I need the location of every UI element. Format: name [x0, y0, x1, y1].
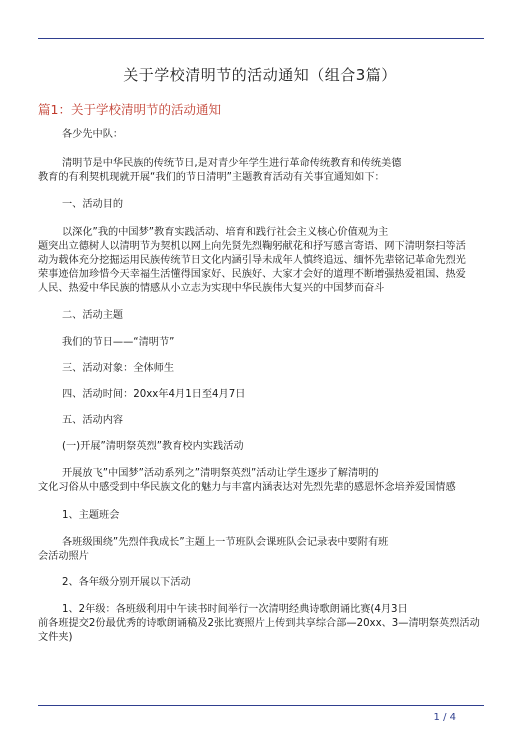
page-number: 1 / 4 — [433, 712, 456, 723]
heading-line: 一、活动目的 — [62, 199, 124, 210]
paragraph-line: 文化习俗从中感受到中华民族文化的魅力与丰富内涵表达对先烈先辈的感恩怀念培养爱国情感 — [38, 482, 456, 493]
paragraph-line: 人民、热爱中华民族的情感从小立志为实现中华民族伟大复兴的中国梦而奋斗 — [38, 283, 385, 294]
heading-line: 五、活动内容 — [62, 415, 124, 426]
paragraph-line: 会活动照片 — [38, 551, 89, 562]
heading-line: 二、活动主题 — [62, 310, 124, 321]
paragraph-line: 教育的有利契机现就开展“我们的节日清明”主题教育活动有关事宜通知如下： — [38, 172, 385, 183]
paragraph-line: 1、2年级：各班级利用中午读书时间举行一次清明经典诗歌朗诵比赛(4月3日 — [62, 604, 408, 615]
paragraph-line: 开展放飞”中国梦”活动系列之”清明祭英烈”活动让学生逐步了解清明的 — [62, 468, 379, 479]
subheading-line: (一)开展”清明祭英烈”教育校内实践活动 — [62, 441, 244, 452]
paragraph-line: 动为载体充分挖掘运用民族传统节日文化内涵引导未成年人慎终追远、缅怀先辈铭记革命先烈光 — [38, 255, 466, 266]
paragraph-line: 以深化”我的中国梦”教育实践活动、培育和践行社会主义核心价值观为主 — [62, 227, 389, 238]
paragraph-line: 荣事迹倍加珍惜今天幸福生活懂得国家好、民族好、大家才会好的道理不断增强热爱祖国、热爱 — [38, 269, 466, 280]
subheading-line: 1、主题班会 — [62, 510, 120, 521]
subheading-line: 2、各年级分别开展以下活动 — [62, 577, 191, 588]
heading-line: 四、活动时间：20xx年4月1日至4月7日 — [62, 389, 246, 400]
header-rule — [38, 38, 484, 39]
paragraph-line: 文件夹) — [38, 632, 73, 643]
footer-rule — [38, 705, 484, 706]
paragraph-line: 清明节是中华民族的传统节日,是对青少年学生进行革命传统教育和传统美德 — [62, 158, 402, 169]
paragraph-line: 各班级围绕”先烈伴我成长”主题上一节班队会课班队会记录表中要附有班 — [62, 537, 389, 548]
heading-line: 三、活动对象：全体师生 — [62, 363, 175, 374]
paragraph-line: 题突出立德树人以清明节为契机以网上向先贤先烈鞠躬献花和抒写感言寄语、网下清明祭扫等活 — [38, 241, 466, 252]
paragraph-line: 我们的节日——“清明节” — [62, 337, 175, 348]
paragraph-line: 前各班提交2份最优秀的诗歌朗诵稿及2张比赛照片上传到共享综合部—20xx、3—清明祭英烈活动 — [38, 618, 480, 629]
salutation: 各少先中队： — [62, 129, 124, 140]
section-heading: 篇1：关于学校清明节的活动通知 — [38, 102, 221, 117]
document-title: 关于学校清明节的活动通知（组合3篇） — [123, 66, 397, 84]
